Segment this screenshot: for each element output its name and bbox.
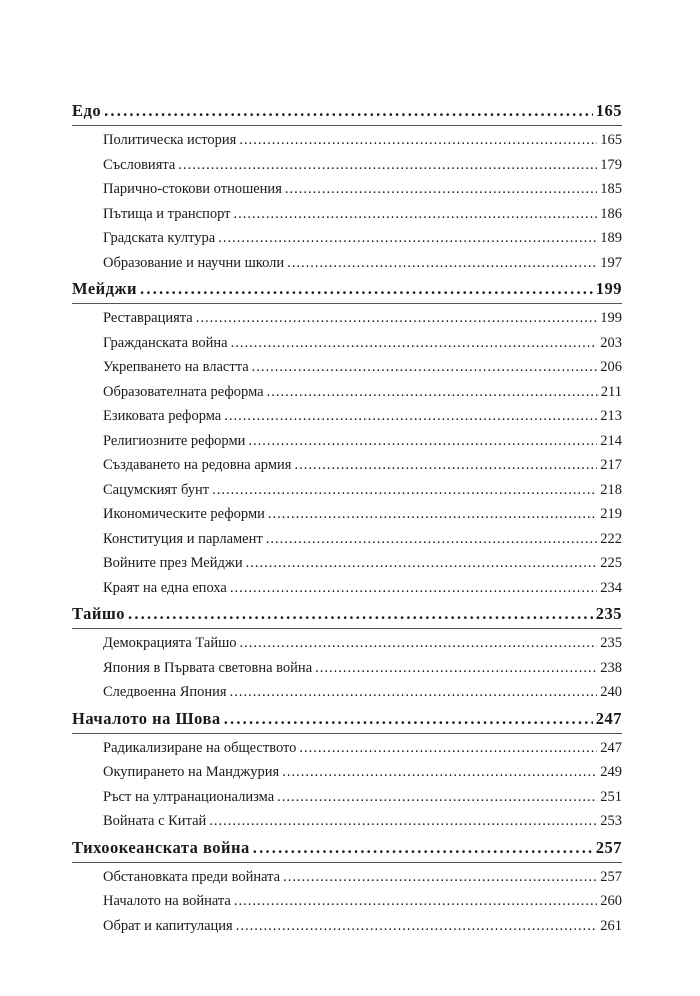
section-entry[interactable]	[72, 580, 622, 605]
section-title: Ръст на ултранационализма	[103, 788, 275, 805]
section-entry[interactable]	[72, 531, 622, 556]
chapter-divider	[72, 733, 622, 734]
section-entry[interactable]	[72, 359, 622, 384]
section-page-number: 185	[600, 181, 622, 197]
section-page-number: 253	[600, 813, 622, 829]
section-entry[interactable]	[72, 482, 622, 507]
dot-leader	[294, 457, 597, 474]
section-title: Парично-стокови отношения	[103, 181, 282, 197]
section-title: Краят на една епоха	[103, 579, 227, 596]
dot-leader	[209, 813, 597, 830]
section-page-number: 240	[600, 684, 622, 700]
section-title: Религиозните реформи	[103, 432, 246, 449]
section-page-number: 222	[600, 530, 622, 547]
section-page-number: 225	[600, 555, 622, 571]
chapter-title: Началото на Шова	[72, 708, 221, 728]
section-title: Сацумският бунт	[103, 481, 210, 498]
chapter-entry[interactable]	[72, 838, 622, 862]
section-entry[interactable]	[72, 684, 622, 709]
dot-leader	[230, 684, 598, 701]
dot-leader	[224, 709, 593, 729]
dot-leader	[315, 660, 597, 677]
dot-leader	[282, 764, 597, 781]
section-entry[interactable]	[72, 506, 622, 531]
section-page-number: 189	[600, 230, 622, 246]
section-title: Войните през Мейджи	[103, 555, 243, 571]
section-title: Образователната реформа	[103, 383, 264, 400]
section-page-number: 203	[600, 334, 622, 351]
dot-leader	[267, 384, 598, 401]
dot-leader	[239, 132, 597, 149]
section-title: Пътища и транспорт	[103, 205, 231, 222]
chapter-divider	[72, 125, 622, 126]
section-title: Обрат и капитулация	[103, 917, 233, 934]
dot-leader	[285, 181, 597, 198]
section-page-number: 211	[600, 383, 622, 400]
section-entry[interactable]	[72, 918, 622, 943]
dot-leader	[230, 580, 597, 597]
section-title: Радикализиране на обществото	[103, 739, 297, 756]
chapter-title: Тайшо	[72, 604, 126, 623]
section-page-number: 234	[600, 579, 622, 596]
section-title: Образование и научни школи	[103, 254, 285, 271]
section-title: Окупирането на Манджурия	[103, 764, 280, 780]
chapter-divider	[72, 303, 622, 304]
dot-leader	[218, 230, 597, 247]
dot-leader	[212, 482, 597, 499]
section-entry[interactable]	[72, 255, 622, 280]
dot-leader	[140, 279, 593, 299]
section-page-number: 213	[600, 408, 622, 424]
section-entry[interactable]	[72, 206, 622, 231]
section-page-number: 251	[600, 788, 622, 805]
section-title: Началото на войната	[103, 893, 231, 909]
section-title: Следвоенна Япония	[103, 684, 227, 700]
section-title: Демокрацията Тайшо	[103, 635, 237, 651]
dot-leader	[277, 789, 597, 806]
section-entry[interactable]	[72, 660, 622, 685]
chapter-page-number: 257	[595, 837, 622, 857]
chapter-divider	[72, 628, 622, 629]
dot-leader	[196, 310, 598, 327]
section-page-number: 165	[600, 132, 622, 148]
section-page-number: 217	[600, 457, 622, 473]
toc-chapter	[72, 709, 622, 838]
chapter-entry[interactable]	[72, 279, 622, 303]
dot-leader	[253, 838, 593, 858]
chapter-entry[interactable]	[72, 101, 622, 125]
section-title: Обстановката преди войната	[103, 868, 281, 885]
dot-leader	[268, 506, 597, 523]
section-entry[interactable]	[72, 635, 622, 660]
section-title: Реставрацията	[103, 310, 193, 326]
section-entry[interactable]	[72, 740, 622, 765]
section-title: Конституция и парламент	[103, 530, 263, 547]
section-page-number: 247	[600, 739, 622, 756]
chapter-title: Едо	[72, 101, 102, 120]
chapter-page-number: 247	[595, 708, 622, 728]
section-title: Градската култура	[103, 230, 216, 246]
chapter-title: Мейджи	[72, 279, 138, 298]
chapter-title: Тихоокеанската война	[72, 837, 250, 857]
table-of-contents	[72, 101, 622, 942]
toc-chapter	[72, 604, 622, 709]
section-entry[interactable]	[72, 310, 622, 335]
section-title: Създаването на редовна армия	[103, 457, 292, 473]
section-page-number: 249	[600, 764, 622, 780]
chapter-entry[interactable]	[72, 604, 622, 628]
section-entry[interactable]	[72, 789, 622, 814]
section-title: Съсловията	[103, 156, 176, 173]
section-page-number: 218	[600, 481, 622, 498]
section-page-number: 261	[600, 917, 622, 934]
section-page-number: 219	[600, 506, 622, 522]
toc-chapter	[72, 101, 622, 279]
section-page-number: 206	[600, 359, 622, 375]
section-title: Япония в Първата световна война	[103, 659, 313, 676]
chapter-page-number: 165	[595, 101, 622, 120]
section-page-number: 238	[600, 659, 622, 676]
section-entry[interactable]	[72, 335, 622, 360]
dot-leader	[224, 408, 597, 425]
section-title: Гражданската война	[103, 334, 228, 351]
section-page-number: 214	[600, 432, 622, 449]
section-title: Икономическите реформи	[103, 506, 265, 522]
section-entry[interactable]	[72, 408, 622, 433]
dot-leader	[246, 555, 598, 572]
dot-leader	[178, 157, 597, 174]
dot-leader	[234, 893, 597, 910]
section-page-number: 179	[600, 156, 622, 173]
section-entry[interactable]	[72, 555, 622, 580]
section-entry[interactable]	[72, 384, 622, 409]
chapter-page-number: 199	[595, 279, 622, 298]
section-page-number: 186	[600, 205, 622, 222]
dot-leader	[236, 918, 598, 935]
toc-chapter	[72, 279, 622, 604]
toc-chapter	[72, 838, 622, 943]
dot-leader	[287, 255, 597, 272]
section-entry[interactable]	[72, 893, 622, 918]
dot-leader	[283, 869, 597, 886]
section-page-number: 257	[600, 868, 622, 885]
section-title: Политическа история	[103, 132, 237, 148]
chapter-divider	[72, 862, 622, 863]
section-title: Езиковата реформа	[103, 408, 222, 424]
section-page-number: 199	[600, 310, 622, 326]
dot-leader	[248, 433, 597, 450]
section-entry[interactable]	[72, 764, 622, 789]
section-page-number: 197	[600, 254, 622, 271]
dot-leader	[128, 604, 593, 624]
dot-leader	[252, 359, 598, 376]
section-entry[interactable]	[72, 181, 622, 206]
section-page-number: 260	[600, 893, 622, 909]
dot-leader	[299, 740, 597, 757]
dot-leader	[240, 635, 598, 652]
section-entry[interactable]	[72, 433, 622, 458]
section-entry[interactable]	[72, 869, 622, 894]
chapter-entry[interactable]	[72, 709, 622, 733]
section-entry[interactable]	[72, 157, 622, 182]
dot-leader	[266, 531, 598, 548]
section-page-number: 235	[600, 635, 622, 651]
section-entry[interactable]	[72, 457, 622, 482]
section-entry[interactable]	[72, 813, 622, 838]
dot-leader	[231, 335, 598, 352]
dot-leader	[233, 206, 597, 223]
section-title: Укрепването на властта	[103, 359, 249, 375]
section-entry[interactable]	[72, 230, 622, 255]
section-entry[interactable]	[72, 132, 622, 157]
section-title: Войната с Китай	[103, 813, 207, 829]
dot-leader	[104, 101, 593, 121]
chapter-page-number: 235	[595, 604, 622, 623]
